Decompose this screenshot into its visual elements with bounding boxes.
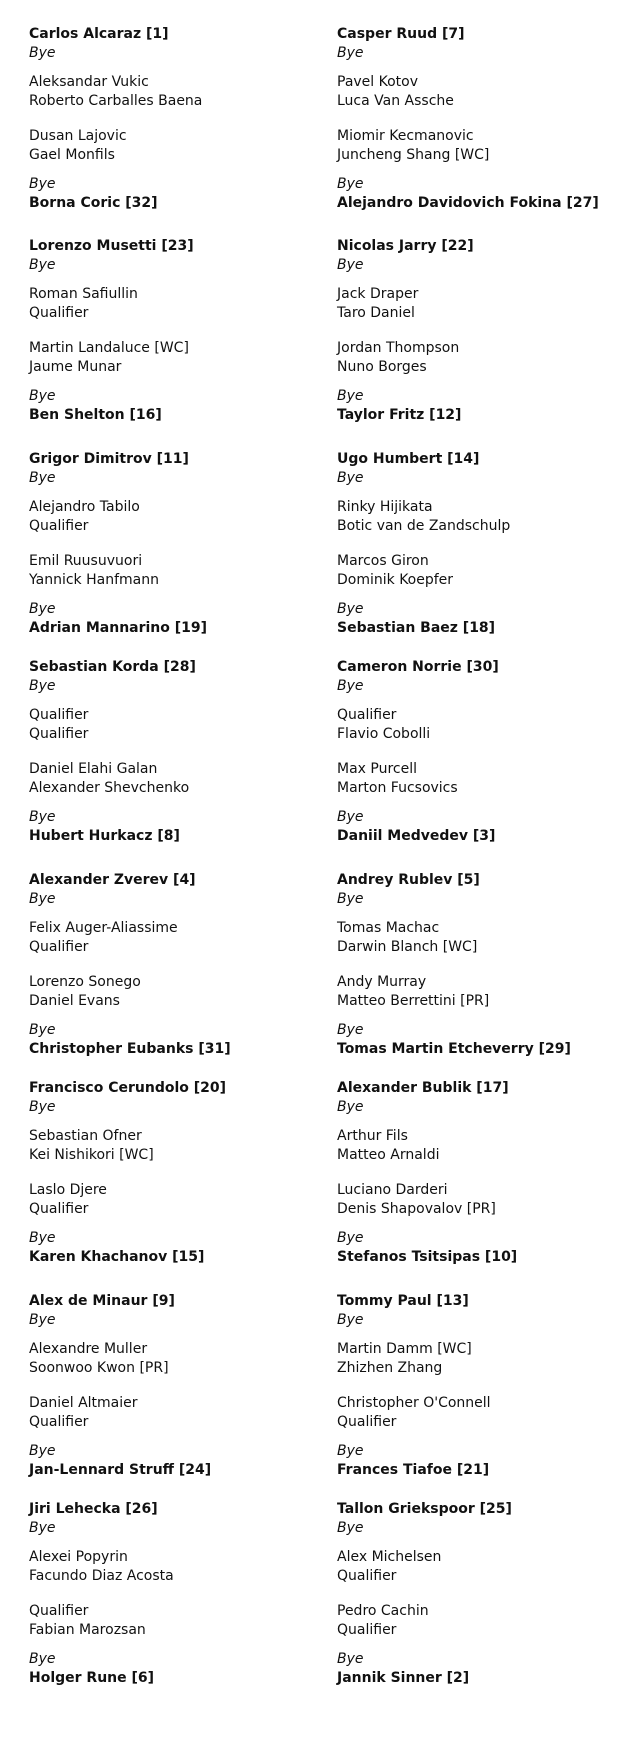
seeded-player-top: Tommy Paul [13] xyxy=(337,1293,469,1309)
player-name: Daniel Evans xyxy=(29,993,120,1009)
seeded-player-bottom: Frances Tiafoe [21] xyxy=(337,1462,490,1478)
bye-label: Bye xyxy=(337,1022,364,1038)
player-name: Matteo Berrettini [PR] xyxy=(337,993,490,1009)
player-name: Alexandre Muller xyxy=(29,1341,148,1357)
bye-label: Bye xyxy=(29,891,56,907)
bye-label: Bye xyxy=(29,1312,56,1328)
player-name: Rinky Hijikata xyxy=(337,499,433,515)
seeded-player-top: Jiri Lehecka [26] xyxy=(29,1501,158,1517)
bye-label: Bye xyxy=(29,1651,56,1667)
player-name: Qualifier xyxy=(337,1568,397,1584)
seeded-player-top: Tallon Griekspoor [25] xyxy=(337,1501,512,1517)
bye-label: Bye xyxy=(337,678,364,694)
player-name: Lorenzo Sonego xyxy=(29,974,141,990)
player-name: Tomas Machac xyxy=(337,920,440,936)
seeded-player-bottom: Daniil Medvedev [3] xyxy=(337,828,496,844)
player-name: Yannick Hanfmann xyxy=(29,572,159,588)
seeded-player-top: Casper Ruud [7] xyxy=(337,26,465,42)
seeded-player-bottom: Jannik Sinner [2] xyxy=(337,1670,470,1686)
player-name: Alexei Popyrin xyxy=(29,1549,128,1565)
bye-label: Bye xyxy=(337,1443,364,1459)
player-name: Juncheng Shang [WC] xyxy=(337,147,490,163)
seeded-player-top: Cameron Norrie [30] xyxy=(337,659,499,675)
seeded-player-bottom: Christopher Eubanks [31] xyxy=(29,1041,231,1057)
player-name: Pavel Kotov xyxy=(337,74,419,90)
player-name: Roberto Carballes Baena xyxy=(29,93,203,109)
player-name: Qualifier xyxy=(29,518,89,534)
player-name: Denis Shapovalov [PR] xyxy=(337,1201,496,1217)
player-name: Daniel Altmaier xyxy=(29,1395,138,1411)
player-name: Fabian Marozsan xyxy=(29,1622,146,1638)
player-name: Marcos Giron xyxy=(337,553,429,569)
bye-label: Bye xyxy=(337,470,364,486)
seeded-player-top: Alexander Bublik [17] xyxy=(337,1080,509,1096)
player-name: Darwin Blanch [WC] xyxy=(337,939,478,955)
player-name: Qualifier xyxy=(29,1603,89,1619)
bye-label: Bye xyxy=(337,1230,364,1246)
seeded-player-bottom: Alejandro Davidovich Fokina [27] xyxy=(337,195,599,211)
player-name: Laslo Djere xyxy=(29,1182,107,1198)
bye-label: Bye xyxy=(337,891,364,907)
player-name: Martin Damm [WC] xyxy=(337,1341,472,1357)
seeded-player-bottom: Sebastian Baez [18] xyxy=(337,620,496,636)
player-name: Sebastian Ofner xyxy=(29,1128,142,1144)
player-name: Matteo Arnaldi xyxy=(337,1147,440,1163)
bye-label: Bye xyxy=(337,388,364,404)
player-name: Emil Ruusuvuori xyxy=(29,553,143,569)
bye-label: Bye xyxy=(29,1099,56,1115)
bye-label: Bye xyxy=(29,601,56,617)
player-name: Martin Landaluce [WC] xyxy=(29,340,189,356)
seeded-player-bottom: Tomas Martin Etcheverry [29] xyxy=(337,1041,571,1057)
bye-label: Bye xyxy=(29,678,56,694)
bye-label: Bye xyxy=(29,257,56,273)
bye-label: Bye xyxy=(337,1520,364,1536)
player-name: Miomir Kecmanovic xyxy=(337,128,474,144)
seeded-player-bottom: Hubert Hurkacz [8] xyxy=(29,828,180,844)
player-name: Qualifier xyxy=(29,1201,89,1217)
player-name: Arthur Fils xyxy=(337,1128,408,1144)
seeded-player-bottom: Karen Khachanov [15] xyxy=(29,1249,205,1265)
bye-label: Bye xyxy=(337,257,364,273)
bye-label: Bye xyxy=(29,1443,56,1459)
seeded-player-top: Ugo Humbert [14] xyxy=(337,451,480,467)
bye-label: Bye xyxy=(29,809,56,825)
player-name: Kei Nishikori [WC] xyxy=(29,1147,154,1163)
seeded-player-top: Carlos Alcaraz [1] xyxy=(29,26,169,42)
player-name: Qualifier xyxy=(29,707,89,723)
player-name: Zhizhen Zhang xyxy=(337,1360,443,1376)
bye-label: Bye xyxy=(337,1099,364,1115)
seeded-player-bottom: Borna Coric [32] xyxy=(29,195,158,211)
seeded-player-top: Lorenzo Musetti [23] xyxy=(29,238,194,254)
player-name: Soonwoo Kwon [PR] xyxy=(29,1360,169,1376)
player-name: Max Purcell xyxy=(337,761,418,777)
player-name: Dominik Koepfer xyxy=(337,572,454,588)
player-name: Alex Michelsen xyxy=(337,1549,442,1565)
bye-label: Bye xyxy=(337,45,364,61)
player-name: Jordan Thompson xyxy=(337,340,460,356)
seeded-player-bottom: Taylor Fritz [12] xyxy=(337,407,462,423)
player-name: Taro Daniel xyxy=(337,305,415,321)
bye-label: Bye xyxy=(337,601,364,617)
bye-label: Bye xyxy=(337,809,364,825)
player-name: Daniel Elahi Galan xyxy=(29,761,158,777)
player-name: Botic van de Zandschulp xyxy=(337,518,511,534)
seeded-player-bottom: Holger Rune [6] xyxy=(29,1670,155,1686)
bye-label: Bye xyxy=(29,176,56,192)
player-name: Qualifier xyxy=(337,1414,397,1430)
player-name: Gael Monfils xyxy=(29,147,115,163)
player-name: Luca Van Assche xyxy=(337,93,454,109)
seeded-player-top: Sebastian Korda [28] xyxy=(29,659,196,675)
player-name: Pedro Cachin xyxy=(337,1603,429,1619)
seeded-player-top: Grigor Dimitrov [11] xyxy=(29,451,189,467)
player-name: Alejandro Tabilo xyxy=(29,499,140,515)
player-name: Qualifier xyxy=(29,1414,89,1430)
player-name: Qualifier xyxy=(29,305,89,321)
bye-label: Bye xyxy=(29,388,56,404)
player-name: Facundo Diaz Acosta xyxy=(29,1568,174,1584)
bye-label: Bye xyxy=(337,176,364,192)
seeded-player-top: Andrey Rublev [5] xyxy=(337,872,480,888)
player-name: Qualifier xyxy=(337,707,397,723)
player-name: Andy Murray xyxy=(337,974,427,990)
seeded-player-bottom: Stefanos Tsitsipas [10] xyxy=(337,1249,518,1265)
player-name: Jaume Munar xyxy=(29,359,122,375)
player-name: Christopher O'Connell xyxy=(337,1395,491,1411)
player-name: Dusan Lajovic xyxy=(29,128,127,144)
bye-label: Bye xyxy=(337,1651,364,1667)
bye-label: Bye xyxy=(29,45,56,61)
player-name: Felix Auger-Aliassime xyxy=(29,920,178,936)
seeded-player-top: Alexander Zverev [4] xyxy=(29,872,196,888)
seeded-player-top: Nicolas Jarry [22] xyxy=(337,238,474,254)
player-name: Jack Draper xyxy=(337,286,419,302)
player-name: Qualifier xyxy=(29,939,89,955)
seeded-player-top: Francisco Cerundolo [20] xyxy=(29,1080,227,1096)
bye-label: Bye xyxy=(337,1312,364,1328)
seeded-player-bottom: Adrian Mannarino [19] xyxy=(29,620,208,636)
seeded-player-bottom: Ben Shelton [16] xyxy=(29,407,162,423)
bye-label: Bye xyxy=(29,1230,56,1246)
player-name: Qualifier xyxy=(29,726,89,742)
player-name: Aleksandar Vukic xyxy=(29,74,149,90)
player-name: Flavio Cobolli xyxy=(337,726,431,742)
player-name: Luciano Darderi xyxy=(337,1182,448,1198)
player-name: Alexander Shevchenko xyxy=(29,780,190,796)
seeded-player-top: Alex de Minaur [9] xyxy=(29,1293,175,1309)
player-name: Marton Fucsovics xyxy=(337,780,458,796)
bye-label: Bye xyxy=(29,1022,56,1038)
bye-label: Bye xyxy=(29,470,56,486)
player-name: Qualifier xyxy=(337,1622,397,1638)
bye-label: Bye xyxy=(29,1520,56,1536)
player-name: Nuno Borges xyxy=(337,359,427,375)
seeded-player-bottom: Jan-Lennard Struff [24] xyxy=(29,1462,212,1478)
player-name: Roman Safiullin xyxy=(29,286,138,302)
